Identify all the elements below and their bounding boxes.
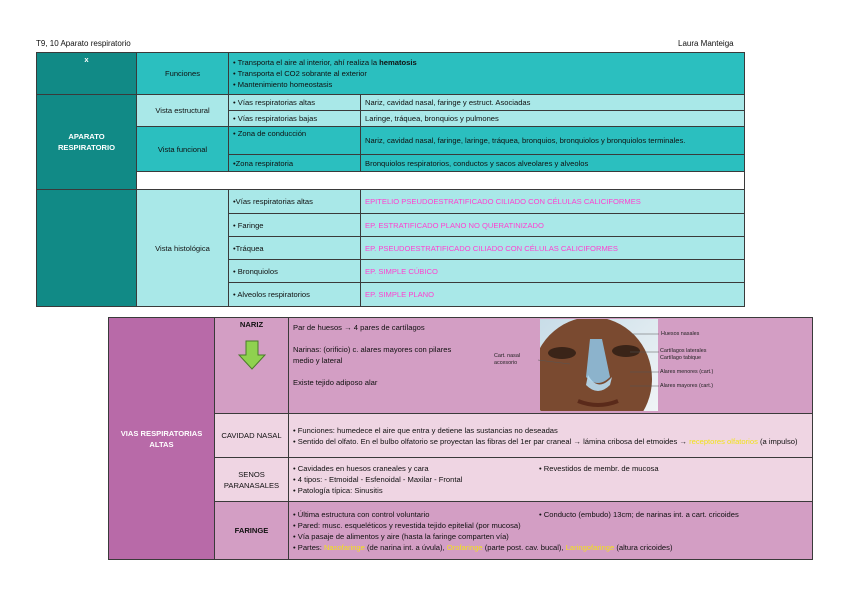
estructural-row-name: • Vías respiratorias bajas (229, 111, 361, 127)
vista-histologica-label: Vista histológica (137, 190, 229, 307)
histologica-row-desc: EPITELIO PSEUDOESTRATIFICADO CILIADO CON CÉLULAS CALICIFORMES (361, 190, 745, 214)
vias-respiratorias-altas-table (108, 317, 813, 560)
label-leader-lines (530, 330, 670, 392)
funcional-row-name: • Zona de conducción (229, 127, 361, 155)
histologica-row-name: • Bronquiolos (229, 260, 361, 283)
alares-mayores-label: Alares mayores (cart.) (660, 383, 714, 389)
estructural-row-desc: Laringe, tráquea, bronquios y pulmones (361, 111, 745, 127)
vias-respiratorias-altas-title: VIAS RESPIRATORIAS ALTAS (109, 318, 215, 560)
section-spacer (37, 190, 137, 307)
aparato-respiratorio-title: APARATO RESPIRATORIO (37, 95, 137, 190)
spacer-row (137, 172, 745, 190)
histologica-row-desc: EP. ESTRATIFICADO PLANO NO QUERATINIZADO (361, 214, 745, 237)
estructural-row-name: • Vías respiratorias altas (229, 95, 361, 111)
hematosis-term: hematosis (379, 58, 417, 67)
histologica-row-desc: EP. PSEUDOESTRATIFICADO CILIADO CON CÉLULAS CALICIFORMES (361, 237, 745, 260)
orofaringe: Orofaringe (446, 542, 483, 552)
aparato-respiratorio-table (36, 52, 745, 307)
cavidad-nasal-content: • Funciones: humedece el aire que entra y detiene las sustancias no deseadas • Sentido del olfato. En el bulbo olfatorio se proyectan las fibras del 1er par craneal → lámina cribosa del etmoides → receptores olfatorios (a impulso) (289, 414, 813, 458)
corner-cell: x (37, 53, 137, 95)
funcional-row-name: •Zona respiratoria (229, 155, 361, 172)
faringe-label: FARINGE (215, 502, 289, 560)
histologica-row-name: •Tráquea (229, 237, 361, 260)
vista-funcional-label: Vista funcional (137, 127, 229, 172)
laringofaringe: Laringofaringe (565, 542, 615, 552)
nariz-label: NARIZ (215, 318, 289, 414)
author-name: Laura Manteiga (678, 39, 734, 48)
faringe-content: • Última estructura con control voluntario • Conducto (embudo) 13cm; de narinas int. a cart. cricoides • Pared: musc. esqueléticos y revestida tejido epitelial (por mucosa) • Vía pasaje de alimentos y aire (hasta la faringe comparten vía) • Partes: Nasofaringe (de narina int. a úvula), Orofaringe (parte post. cav. bucal), Laringofaringe (altura cricoides) (289, 502, 813, 560)
down-arrow-icon (238, 340, 266, 370)
funcional-row-desc: Bronquiolos respiratorios, conductos y sacos alveolares y alveolos (361, 155, 745, 172)
receptores-olfatorios: receptores olfatorios (689, 436, 758, 446)
funciones-list: • Transporta el aire al interior, ahí realiza la hematosis • Transporta el CO2 sobrante al exterior • Mantenimiento homeostasis (229, 53, 745, 95)
nasofaringe: Nasofaringe (323, 542, 365, 552)
alares-menores-label: Alares menores (cart.) (660, 369, 714, 375)
cartilagos-laterales-label: Cartílagos laterales (660, 348, 707, 354)
funciones-label: Funciones (137, 53, 229, 95)
funcional-row-desc: Nariz, cavidad nasal, faringe, laringe, tráquea, bronquios, bronquiolos y bronquiolos terminales. (361, 127, 745, 155)
huesos-nasales-label: Huesos nasales (661, 331, 700, 337)
senos-paranasales-label: SENOS PARANASALES (215, 458, 289, 502)
histologica-row-desc: EP. SIMPLE CÚBICO (361, 260, 745, 283)
cart-nasal-accesorio-label: Cart. nasal accesorio (494, 353, 521, 366)
histologica-row-desc: EP. SIMPLE PLANO (361, 283, 745, 307)
senos-paranasales-content: • Cavidades en huesos craneales y cara • Revestidos de membr. de mucosa • 4 tipos: - Etmoidal - Esfenoidal - Maxilar - Frontal • Patología típica: Sinusitis (289, 458, 813, 502)
cavidad-nasal-label: CAVIDAD NASAL (215, 414, 289, 458)
estructural-row-desc: Nariz, cavidad nasal, faringe y estruct. Asociadas (361, 95, 745, 111)
histologica-row-name: • Faringe (229, 214, 361, 237)
histologica-row-name: • Alveolos respiratorios (229, 283, 361, 307)
vista-estructural-label: Vista estructural (137, 95, 229, 127)
histologica-row-name: •Vías respiratorias altas (229, 190, 361, 214)
nariz-content: Par de huesos → 4 pares de cartílagos Narinas: (orificio) c. alares mayores con pilares medio y lateral Existe tejido adiposo alar (289, 318, 813, 414)
document-title: T9, 10 Aparato respiratorio (36, 39, 131, 48)
cartilago-tabique-label: Cartílago tabique (660, 355, 702, 361)
